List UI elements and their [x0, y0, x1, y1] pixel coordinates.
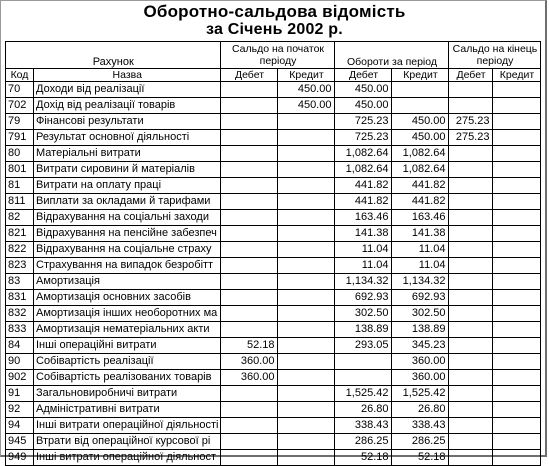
turnover-credit: 450.00 [392, 130, 449, 146]
turnover-debit: 441.82 [335, 178, 392, 194]
account-code: 801 [6, 162, 34, 178]
opening-credit [278, 226, 335, 242]
table-row [6, 450, 541, 466]
turnover-credit: 52.18 [392, 450, 449, 466]
turnover-credit: 692.93 [392, 290, 449, 306]
account-name: Загальновиробничі витрати [34, 386, 221, 402]
opening-debit [221, 178, 278, 194]
opening-credit [278, 210, 335, 226]
turnover-debit: 725.23 [335, 114, 392, 130]
turnover-debit: 302.50 [335, 306, 392, 322]
turnover-credit: 441.82 [392, 194, 449, 210]
opening-credit: 450.00 [278, 82, 335, 98]
account-code: 902 [6, 370, 34, 386]
closing-debit [449, 338, 493, 354]
turnover-debit: 1,525.42 [335, 386, 392, 402]
account-code: 70 [6, 82, 34, 98]
turnover-debit: 1,082.64 [335, 146, 392, 162]
opening-balance-header: Сальдо на початок періоду [221, 42, 335, 69]
opening-credit [278, 386, 335, 402]
closing-credit [493, 354, 541, 370]
code-header: Код [6, 69, 34, 82]
turnover-debit: 52.18 [335, 450, 392, 466]
turnover-credit: 360.00 [392, 370, 449, 386]
turnover-credit: 138.89 [392, 322, 449, 338]
turnover-debit-header: Дебет [335, 69, 392, 82]
turnover-credit: 450.00 [392, 114, 449, 130]
turnover-debit: 450.00 [335, 82, 392, 98]
account-code: 832 [6, 306, 34, 322]
closing-debit [449, 450, 493, 466]
turnover-debit: 286.25 [335, 434, 392, 450]
table-row [6, 162, 541, 178]
table-row [6, 418, 541, 434]
closing-debit [449, 178, 493, 194]
closing-credit [493, 82, 541, 98]
table-row [6, 146, 541, 162]
account-code: 833 [6, 322, 34, 338]
opening-credit [278, 418, 335, 434]
turnover-debit: 11.04 [335, 242, 392, 258]
opening-credit [278, 434, 335, 450]
balance-table [5, 41, 541, 466]
closing-debit [449, 434, 493, 450]
account-code: 83 [6, 274, 34, 290]
closing-credit [493, 322, 541, 338]
turnover-debit: 11.04 [335, 258, 392, 274]
opening-credit [278, 402, 335, 418]
closing-debit [449, 162, 493, 178]
account-name: Дохід від реалізації товарів [34, 98, 221, 114]
account-name: Відрахування на пенсійне забезпеч [34, 226, 221, 242]
closing-debit [449, 322, 493, 338]
closing-balance-header: Сальдо на кінець періоду [449, 42, 541, 69]
opening-credit [278, 338, 335, 354]
opening-debit [221, 386, 278, 402]
opening-debit [221, 130, 278, 146]
account-code: 831 [6, 290, 34, 306]
table-row [6, 386, 541, 402]
closing-debit [449, 194, 493, 210]
closing-debit [449, 370, 493, 386]
turnover-debit: 138.89 [335, 322, 392, 338]
account-name: Відрахування на соціальне страху [34, 242, 221, 258]
closing-credit [493, 226, 541, 242]
turnover-credit: 11.04 [392, 242, 449, 258]
opening-credit [278, 114, 335, 130]
account-name: Відрахування на соціальні заходи [34, 210, 221, 226]
account-code: 949 [6, 450, 34, 466]
opening-debit: 52.18 [221, 338, 278, 354]
account-name: Результат основної діяльності [34, 130, 221, 146]
opening-debit [221, 258, 278, 274]
turnover-debit [335, 370, 392, 386]
opening-debit [221, 146, 278, 162]
turnover-credit: 1,082.64 [392, 162, 449, 178]
closing-credit-header: Кредит [493, 69, 541, 82]
turnover-debit: 1,134.32 [335, 274, 392, 290]
turnover-credit: 360.00 [392, 354, 449, 370]
report-title: Оборотно-сальдова відомість [143, 2, 406, 21]
account-name: Страхування на випадок безробітт [34, 258, 221, 274]
account-name: Інші витрати операційної діяльност [34, 450, 221, 466]
closing-debit [449, 386, 493, 402]
account-name: Фінансові результати [34, 114, 221, 130]
table-row [6, 98, 541, 114]
opening-debit [221, 306, 278, 322]
account-name: Адміністративні витрати [34, 402, 221, 418]
closing-credit [493, 242, 541, 258]
closing-credit [493, 130, 541, 146]
opening-debit: 360.00 [221, 370, 278, 386]
account-code: 81 [6, 178, 34, 194]
turnover-credit: 11.04 [392, 258, 449, 274]
turnover-debit [335, 354, 392, 370]
account-code: 82 [6, 210, 34, 226]
opening-credit [278, 162, 335, 178]
header-column-row [6, 69, 541, 82]
turnover-header: Обороти за період [335, 42, 449, 69]
closing-debit [449, 226, 493, 242]
account-code: 702 [6, 98, 34, 114]
opening-credit [278, 354, 335, 370]
opening-credit-header: Кредит [278, 69, 335, 82]
table-row [6, 434, 541, 450]
turnover-credit: 1,134.32 [392, 274, 449, 290]
account-name: Амортизація [34, 274, 221, 290]
closing-debit [449, 146, 493, 162]
closing-credit [493, 306, 541, 322]
closing-credit [493, 146, 541, 162]
closing-credit [493, 402, 541, 418]
opening-credit [278, 450, 335, 466]
closing-debit [449, 98, 493, 114]
turnover-debit: 450.00 [335, 98, 392, 114]
closing-credit [493, 98, 541, 114]
account-name: Витрати на оплату праці [34, 178, 221, 194]
account-code: 92 [6, 402, 34, 418]
turnover-debit: 26.80 [335, 402, 392, 418]
opening-credit [278, 242, 335, 258]
table-row [6, 130, 541, 146]
account-code: 80 [6, 146, 34, 162]
turnover-credit [392, 98, 449, 114]
opening-debit [221, 450, 278, 466]
closing-credit [493, 178, 541, 194]
opening-credit [278, 258, 335, 274]
account-code: 90 [6, 354, 34, 370]
account-code: 91 [6, 386, 34, 402]
closing-debit [449, 274, 493, 290]
turnover-debit: 163.46 [335, 210, 392, 226]
opening-credit [278, 130, 335, 146]
turnover-debit: 725.23 [335, 130, 392, 146]
opening-credit [278, 290, 335, 306]
table-row [6, 82, 541, 98]
account-code: 823 [6, 258, 34, 274]
account-name: Втрати від операційної курсової рі [34, 434, 221, 450]
table-row [6, 226, 541, 242]
turnover-credit: 26.80 [392, 402, 449, 418]
turnover-debit: 692.93 [335, 290, 392, 306]
opening-credit [278, 322, 335, 338]
table-row [6, 258, 541, 274]
closing-credit [493, 386, 541, 402]
closing-debit [449, 354, 493, 370]
opening-credit: 450.00 [278, 98, 335, 114]
turnover-debit: 338.43 [335, 418, 392, 434]
turnover-credit: 441.82 [392, 178, 449, 194]
turnover-credit: 1,082.64 [392, 146, 449, 162]
opening-debit [221, 194, 278, 210]
account-code: 84 [6, 338, 34, 354]
table-row [6, 322, 541, 338]
turnover-credit-header: Кредит [392, 69, 449, 82]
closing-credit [493, 338, 541, 354]
closing-debit [449, 290, 493, 306]
opening-debit [221, 82, 278, 98]
opening-credit [278, 146, 335, 162]
account-name: Матеріальні витрати [34, 146, 221, 162]
turnover-credit: 338.43 [392, 418, 449, 434]
account-code: 821 [6, 226, 34, 242]
table-row [6, 290, 541, 306]
opening-debit: 360.00 [221, 354, 278, 370]
account-code: 79 [6, 114, 34, 130]
closing-debit [449, 402, 493, 418]
closing-credit [493, 370, 541, 386]
table-row [6, 194, 541, 210]
table-row [6, 306, 541, 322]
table-row [6, 178, 541, 194]
account-header: Рахунок [6, 42, 221, 69]
header-group-row [6, 42, 541, 69]
account-name: Інші витрати операційної діяльності [34, 418, 221, 434]
closing-debit [449, 210, 493, 226]
closing-credit [493, 210, 541, 226]
opening-debit [221, 242, 278, 258]
account-name: Амортизація інших необоротних ма [34, 306, 221, 322]
opening-debit [221, 322, 278, 338]
table-row [6, 114, 541, 130]
closing-debit: 275.23 [449, 130, 493, 146]
closing-credit [493, 114, 541, 130]
account-name: Витрати сировини й матеріалів [34, 162, 221, 178]
closing-credit [493, 258, 541, 274]
account-name: Доходи від реалізації [34, 82, 221, 98]
account-name: Амортизація основних засобів [34, 290, 221, 306]
opening-debit [221, 274, 278, 290]
account-code: 94 [6, 418, 34, 434]
closing-credit [493, 194, 541, 210]
opening-debit [221, 114, 278, 130]
closing-credit [493, 162, 541, 178]
table-row [6, 274, 541, 290]
opening-debit [221, 434, 278, 450]
closing-debit-header: Дебет [449, 69, 493, 82]
table-row [6, 402, 541, 418]
opening-credit [278, 274, 335, 290]
opening-debit [221, 226, 278, 242]
opening-debit [221, 290, 278, 306]
opening-credit [278, 306, 335, 322]
turnover-debit: 1,082.64 [335, 162, 392, 178]
turnover-credit: 345.23 [392, 338, 449, 354]
turnover-credit: 286.25 [392, 434, 449, 450]
turnover-credit: 302.50 [392, 306, 449, 322]
closing-credit [493, 450, 541, 466]
report-subtitle: за Січень 2002 р. [206, 21, 343, 38]
opening-debit [221, 210, 278, 226]
opening-debit [221, 162, 278, 178]
closing-debit [449, 82, 493, 98]
account-code: 791 [6, 130, 34, 146]
table-row [6, 354, 541, 370]
closing-credit [493, 418, 541, 434]
closing-debit [449, 242, 493, 258]
turnover-credit: 163.46 [392, 210, 449, 226]
account-code: 822 [6, 242, 34, 258]
turnover-credit [392, 82, 449, 98]
account-code: 945 [6, 434, 34, 450]
account-name: Амортизація нематеріальних акти [34, 322, 221, 338]
turnover-debit: 141.38 [335, 226, 392, 242]
account-code: 811 [6, 194, 34, 210]
turnover-credit: 141.38 [392, 226, 449, 242]
closing-debit [449, 258, 493, 274]
table-row [6, 370, 541, 386]
opening-credit [278, 194, 335, 210]
closing-debit: 275.23 [449, 114, 493, 130]
opening-debit [221, 418, 278, 434]
table-row [6, 338, 541, 354]
account-name: Собівартість реалізованих товарів [34, 370, 221, 386]
closing-debit [449, 418, 493, 434]
closing-credit [493, 274, 541, 290]
table-row [6, 210, 541, 226]
opening-debit [221, 402, 278, 418]
closing-debit [449, 306, 493, 322]
turnover-debit: 293.05 [335, 338, 392, 354]
turnover-credit: 1,525.42 [392, 386, 449, 402]
account-name: Собівартість реалізації [34, 354, 221, 370]
account-name: Інші операційні витрати [34, 338, 221, 354]
table-row [6, 242, 541, 258]
turnover-debit: 441.82 [335, 194, 392, 210]
closing-credit [493, 290, 541, 306]
opening-credit [278, 370, 335, 386]
opening-credit [278, 178, 335, 194]
closing-credit [493, 434, 541, 450]
name-header: Назва [34, 69, 221, 82]
opening-debit-header: Дебет [221, 69, 278, 82]
account-name: Виплати за окладами й тарифами [34, 194, 221, 210]
opening-debit [221, 98, 278, 114]
